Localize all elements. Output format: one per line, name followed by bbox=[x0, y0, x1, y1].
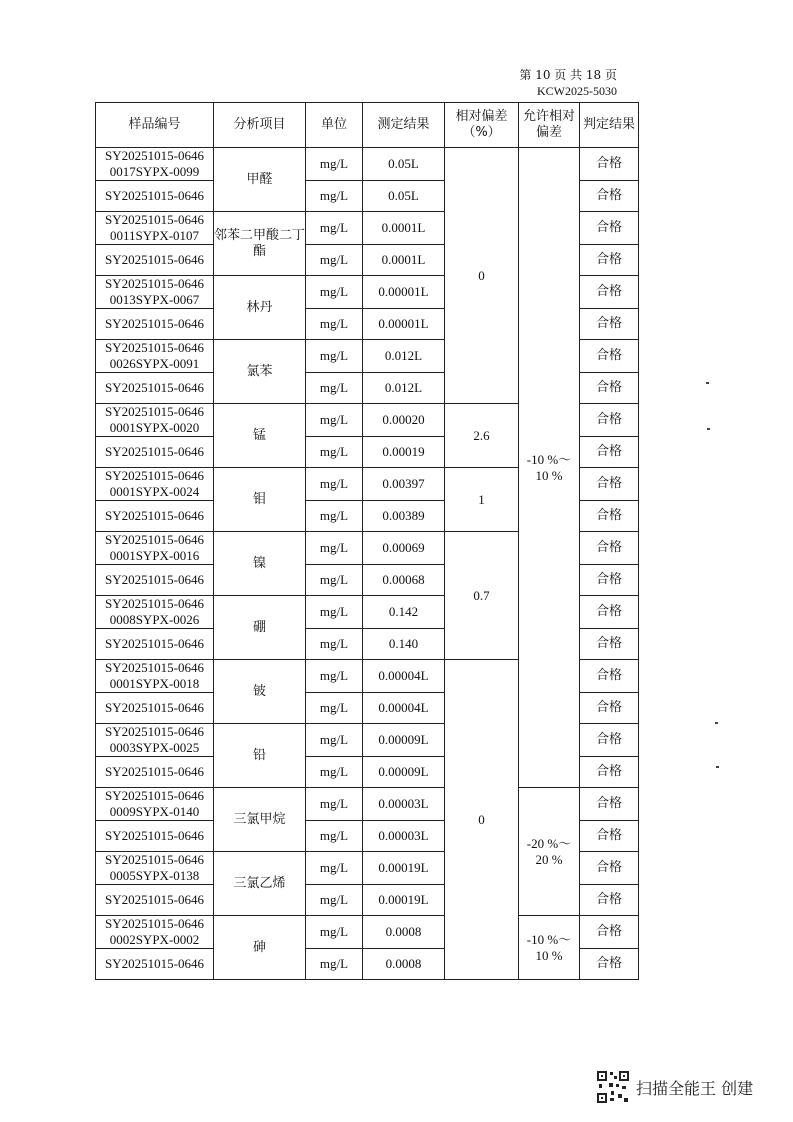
analysis-item-cell: 三氯甲烷 bbox=[214, 788, 306, 852]
unit-cell: mg/L bbox=[306, 340, 363, 373]
sample-code-cell: SY20251015-0646 bbox=[96, 885, 214, 916]
sample-code-cell: SY20251015-0646 bbox=[96, 501, 214, 532]
analysis-item-cell: 锰 bbox=[214, 404, 306, 468]
sample-code-cell: SY20251015-0646 bbox=[96, 629, 214, 660]
result-cell: 0.00020 bbox=[363, 404, 445, 437]
relative-deviation-cell: 1 bbox=[445, 468, 519, 532]
judgement-cell: 合格 bbox=[580, 852, 639, 885]
sample-code-cell: SY20251015-0646 bbox=[96, 181, 214, 212]
judgement-cell: 合格 bbox=[580, 660, 639, 693]
unit-cell: mg/L bbox=[306, 212, 363, 245]
result-cell: 0.0001L bbox=[363, 245, 445, 276]
judgement-cell: 合格 bbox=[580, 565, 639, 596]
sample-code-cell: SY20251015-0646 0008SYPX-0026 bbox=[96, 596, 214, 629]
unit-cell: mg/L bbox=[306, 724, 363, 757]
sample-code-cell: SY20251015-0646 bbox=[96, 437, 214, 468]
allowed-deviation-cell: -20 %～ 20 % bbox=[519, 788, 580, 916]
relative-deviation-cell: 2.6 bbox=[445, 404, 519, 468]
sample-code-cell: SY20251015-0646 0001SYPX-0024 bbox=[96, 468, 214, 501]
unit-cell: mg/L bbox=[306, 276, 363, 309]
result-cell: 0.00004L bbox=[363, 693, 445, 724]
unit-cell: mg/L bbox=[306, 788, 363, 821]
sample-code-cell: SY20251015-0646 bbox=[96, 757, 214, 788]
sample-code-cell: SY20251015-0646 bbox=[96, 693, 214, 724]
result-cell: 0.00019L bbox=[363, 852, 445, 885]
unit-cell: mg/L bbox=[306, 404, 363, 437]
result-cell: 0.00389 bbox=[363, 501, 445, 532]
sample-code-cell: SY20251015-0646 0002SYPX-0002 bbox=[96, 916, 214, 949]
sample-code-cell: SY20251015-0646 bbox=[96, 821, 214, 852]
judgement-cell: 合格 bbox=[580, 916, 639, 949]
analysis-item-cell: 砷 bbox=[214, 916, 306, 980]
col-header-analysis-item: 分析项目 bbox=[214, 103, 306, 148]
sample-code-cell: SY20251015-0646 bbox=[96, 245, 214, 276]
judgement-cell: 合格 bbox=[580, 949, 639, 980]
analysis-item-cell: 铅 bbox=[214, 724, 306, 788]
sample-code-cell: SY20251015-0646 0001SYPX-0020 bbox=[96, 404, 214, 437]
unit-cell: mg/L bbox=[306, 916, 363, 949]
scan-speck bbox=[706, 382, 709, 384]
unit-cell: mg/L bbox=[306, 148, 363, 181]
judgement-cell: 合格 bbox=[580, 373, 639, 404]
table-row bbox=[96, 916, 639, 949]
judgement-cell: 合格 bbox=[580, 468, 639, 501]
relative-deviation-cell: 0.7 bbox=[445, 532, 519, 660]
sample-code-cell: SY20251015-0646 0001SYPX-0016 bbox=[96, 532, 214, 565]
col-header-allowed-deviation: 允许相对偏差 bbox=[519, 103, 580, 148]
result-cell: 0.05L bbox=[363, 148, 445, 181]
sample-code-cell: SY20251015-0646 0001SYPX-0018 bbox=[96, 660, 214, 693]
judgement-cell: 合格 bbox=[580, 724, 639, 757]
result-cell: 0.00001L bbox=[363, 309, 445, 340]
col-header-judgement: 判定结果 bbox=[580, 103, 639, 148]
unit-cell: mg/L bbox=[306, 245, 363, 276]
result-cell: 0.00003L bbox=[363, 788, 445, 821]
judgement-cell: 合格 bbox=[580, 181, 639, 212]
result-cell: 0.00003L bbox=[363, 821, 445, 852]
unit-cell: mg/L bbox=[306, 309, 363, 340]
judgement-cell: 合格 bbox=[580, 148, 639, 181]
judgement-cell: 合格 bbox=[580, 437, 639, 468]
sample-code-cell: SY20251015-0646 0017SYPX-0099 bbox=[96, 148, 214, 181]
unit-cell: mg/L bbox=[306, 949, 363, 980]
unit-cell: mg/L bbox=[306, 532, 363, 565]
page-number: 第 10 页 共 18 页 bbox=[519, 68, 617, 82]
unit-cell: mg/L bbox=[306, 852, 363, 885]
sample-code-cell: SY20251015-0646 bbox=[96, 309, 214, 340]
judgement-cell: 合格 bbox=[580, 532, 639, 565]
unit-cell: mg/L bbox=[306, 821, 363, 852]
judgement-cell: 合格 bbox=[580, 276, 639, 309]
result-cell: 0.140 bbox=[363, 629, 445, 660]
analysis-item-cell: 硼 bbox=[214, 596, 306, 660]
result-cell: 0.00009L bbox=[363, 757, 445, 788]
result-cell: 0.142 bbox=[363, 596, 445, 629]
judgement-cell: 合格 bbox=[580, 245, 639, 276]
sample-code-cell: SY20251015-0646 0003SYPX-0025 bbox=[96, 724, 214, 757]
result-cell: 0.0001L bbox=[363, 212, 445, 245]
analysis-item-cell: 钼 bbox=[214, 468, 306, 532]
watermark-text: 扫描全能王 创建 bbox=[636, 1078, 754, 1098]
col-header-unit: 单位 bbox=[306, 103, 363, 148]
unit-cell: mg/L bbox=[306, 501, 363, 532]
result-cell: 0.00001L bbox=[363, 276, 445, 309]
unit-cell: mg/L bbox=[306, 693, 363, 724]
result-cell: 0.05L bbox=[363, 181, 445, 212]
unit-cell: mg/L bbox=[306, 757, 363, 788]
result-cell: 0.00068 bbox=[363, 565, 445, 596]
sample-code-cell: SY20251015-0646 0009SYPX-0140 bbox=[96, 788, 214, 821]
scan-speck bbox=[716, 766, 719, 768]
unit-cell: mg/L bbox=[306, 629, 363, 660]
unit-cell: mg/L bbox=[306, 181, 363, 212]
table-row bbox=[96, 148, 639, 181]
sample-code-cell: SY20251015-0646 0005SYPX-0138 bbox=[96, 852, 214, 885]
sample-code-cell: SY20251015-0646 0011SYPX-0107 bbox=[96, 212, 214, 245]
scan-speck bbox=[715, 722, 718, 724]
analysis-item-cell: 三氯乙烯 bbox=[214, 852, 306, 916]
unit-cell: mg/L bbox=[306, 565, 363, 596]
sample-code-cell: SY20251015-0646 bbox=[96, 565, 214, 596]
scan-speck bbox=[707, 428, 710, 430]
judgement-cell: 合格 bbox=[580, 404, 639, 437]
results-table bbox=[95, 102, 639, 980]
sample-code-cell: SY20251015-0646 bbox=[96, 949, 214, 980]
judgement-cell: 合格 bbox=[580, 693, 639, 724]
result-cell: 0.0008 bbox=[363, 916, 445, 949]
unit-cell: mg/L bbox=[306, 596, 363, 629]
unit-cell: mg/L bbox=[306, 437, 363, 468]
judgement-cell: 合格 bbox=[580, 596, 639, 629]
table-body bbox=[96, 148, 639, 980]
report-number: KCW2025-5030 bbox=[537, 84, 617, 98]
judgement-cell: 合格 bbox=[580, 821, 639, 852]
qr-code-icon bbox=[596, 1070, 630, 1104]
result-cell: 0.00019L bbox=[363, 885, 445, 916]
result-cell: 0.00397 bbox=[363, 468, 445, 501]
analysis-item-cell: 邻苯二甲酸二丁酯 bbox=[214, 212, 306, 276]
table-header-row bbox=[96, 103, 639, 148]
sample-code-cell: SY20251015-0646 bbox=[96, 373, 214, 404]
unit-cell: mg/L bbox=[306, 885, 363, 916]
judgement-cell: 合格 bbox=[580, 340, 639, 373]
relative-deviation-cell: 0 bbox=[445, 148, 519, 404]
analysis-item-cell: 林丹 bbox=[214, 276, 306, 340]
result-cell: 0.00004L bbox=[363, 660, 445, 693]
col-header-result: 测定结果 bbox=[363, 103, 445, 148]
allowed-deviation-cell: -10 %～ 10 % bbox=[519, 916, 580, 980]
judgement-cell: 合格 bbox=[580, 309, 639, 340]
judgement-cell: 合格 bbox=[580, 629, 639, 660]
analysis-item-cell: 铍 bbox=[214, 660, 306, 724]
result-cell: 0.00019 bbox=[363, 437, 445, 468]
judgement-cell: 合格 bbox=[580, 757, 639, 788]
judgement-cell: 合格 bbox=[580, 788, 639, 821]
relative-deviation-cell: 0 bbox=[445, 660, 519, 980]
analysis-item-cell: 甲醛 bbox=[214, 148, 306, 212]
analysis-item-cell: 镍 bbox=[214, 532, 306, 596]
col-header-sample-code: 样品编号 bbox=[96, 103, 214, 148]
allowed-deviation-cell: -10 %～ 10 % bbox=[519, 148, 580, 788]
unit-cell: mg/L bbox=[306, 468, 363, 501]
result-cell: 0.012L bbox=[363, 373, 445, 404]
result-cell: 0.012L bbox=[363, 340, 445, 373]
unit-cell: mg/L bbox=[306, 373, 363, 404]
result-cell: 0.0008 bbox=[363, 949, 445, 980]
unit-cell: mg/L bbox=[306, 660, 363, 693]
judgement-cell: 合格 bbox=[580, 212, 639, 245]
analysis-item-cell: 氯苯 bbox=[214, 340, 306, 404]
sample-code-cell: SY20251015-0646 0026SYPX-0091 bbox=[96, 340, 214, 373]
scanner-watermark bbox=[596, 1070, 753, 1104]
result-cell: 0.00009L bbox=[363, 724, 445, 757]
table-row bbox=[96, 788, 639, 821]
judgement-cell: 合格 bbox=[580, 885, 639, 916]
col-header-relative-deviation: 相对偏差（%） bbox=[445, 103, 519, 148]
result-cell: 0.00069 bbox=[363, 532, 445, 565]
judgement-cell: 合格 bbox=[580, 501, 639, 532]
sample-code-cell: SY20251015-0646 0013SYPX-0067 bbox=[96, 276, 214, 309]
